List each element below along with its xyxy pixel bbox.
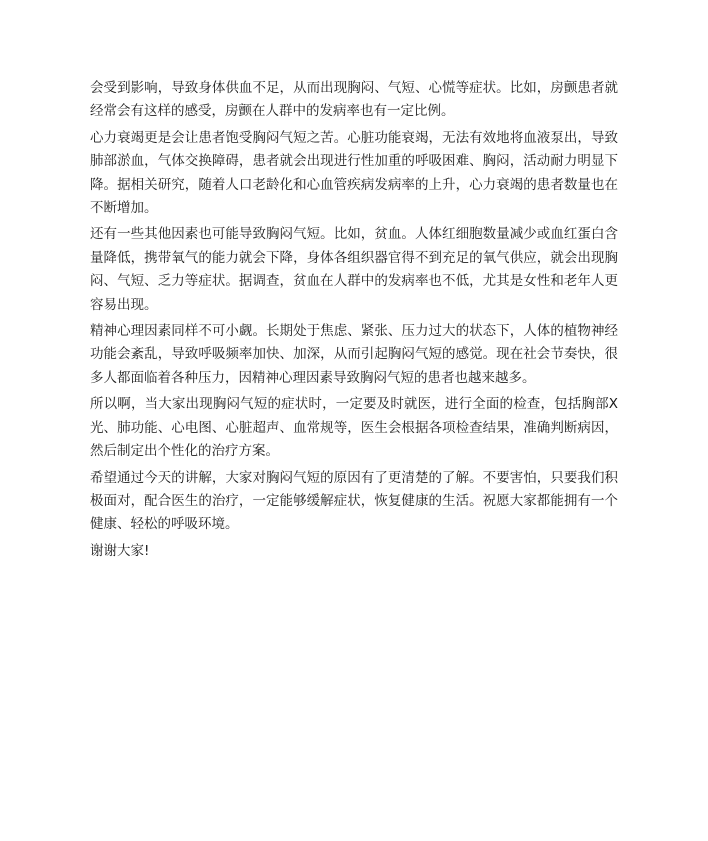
paragraph: 还有一些其他因素也可能导致胸闷气短。比如，贫血。人体红细胞数量减少或血红蛋白含量降低，携带氧气的能力就会下降，身体各组织器官得不到充足的氧气供应，就会出现胸闷、气短、乏力等症状。据调查，贫血在人群中的发病率也不低，尤其是女性和老年人更容易出现。 xyxy=(90,226,618,313)
closing-line: 谢谢大家! xyxy=(90,542,150,559)
paragraph: 会受到影响，导致身体供血不足，从而出现胸闷、气短、心慌等症状。比如，房颤患者就经常会有这样的感受，房颤在人群中的发病率也有一定比例。 xyxy=(90,80,618,120)
paragraph: 心力衰竭更是会让患者饱受胸闷气短之苦。心脏功能衰竭，无法有效地将血液泵出，导致肺部淤血，气体交换障碍，患者就会出现进行性加重的呼吸困难、胸闷，活动耐力明显下降。据相关研究，随着人口老龄化和心血管疾病发病率的上升，心力衰竭的患者数量也在不断增加。 xyxy=(90,129,618,217)
paragraph: 所以啊，当大家出现胸闷气短的症状时，一定要及时就医，进行全面的检查，包括胸部X 光、肺功能、心电图、心脏超声、血常规等，医生会根据各项检查结果，准确判断病因，然后制定出个性化的治疗方案。 xyxy=(90,396,618,460)
paragraph: 精神心理因素同样不可小觑。长期处于焦虑、紧张、压力过大的状态下，人体的植物神经功能会紊乱，导致呼吸频率加快、加深，从而引起胸闷气短的感觉。现在社会节奏快，很多人都面临着各种压力，因精神心理因素导致胸闷气短的患者也越来越多。 xyxy=(90,323,618,386)
paragraph: 希望通过今天的讲解，大家对胸闷气短的原因有了更清楚的了解。不要害怕，只要我们积极面对，配合医生的治疗，一定能够缓解症状，恢复健康的生活。祝愿大家都能拥有一个健康、轻松的呼吸环境。 xyxy=(90,469,618,533)
document-body xyxy=(90,77,618,566)
